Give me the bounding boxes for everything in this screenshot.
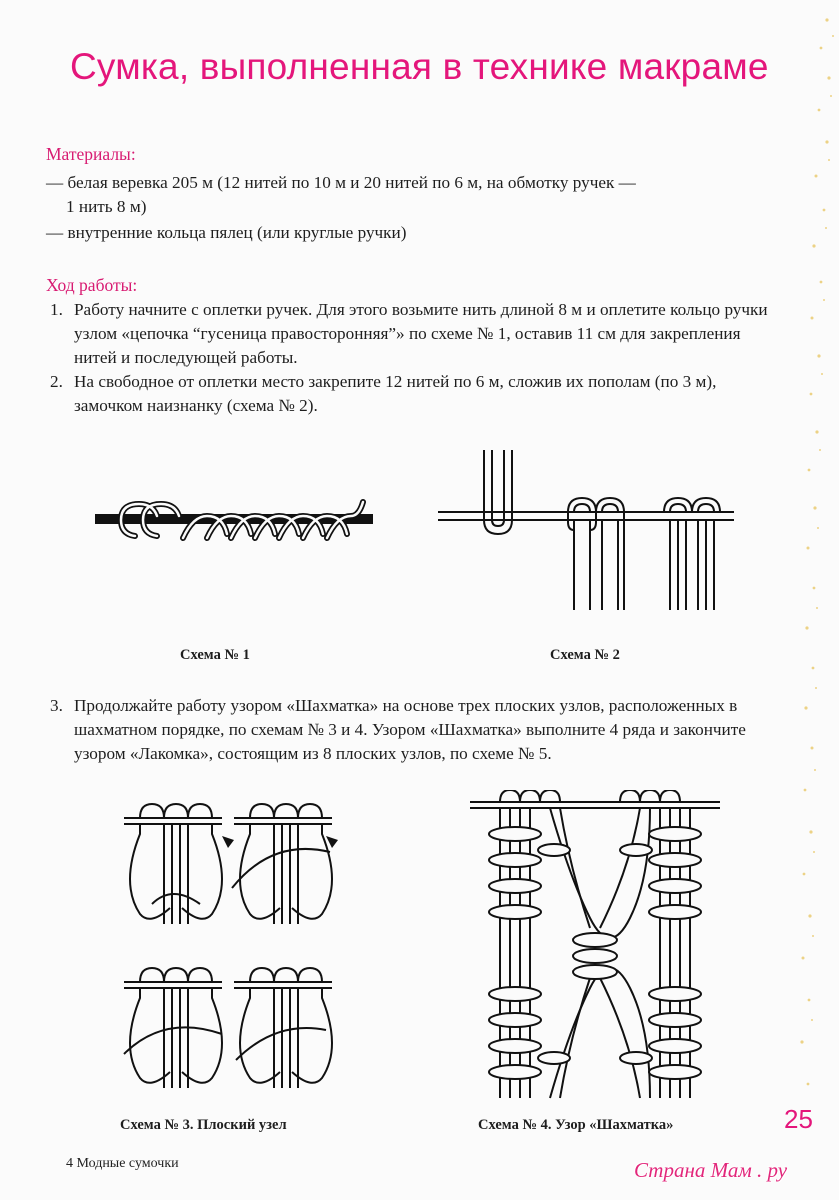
step-number: 2. [50,372,63,391]
page-number: 25 [784,1104,813,1134]
step-text: Продолжайте работу узором «Шахматка» на основе трех плоских узлов, расположенных в шахматном порядке, по схемам № 3 и 4. Узором «Шахматка» выполните 4 ряда и закончите узором «Лакомка», состоящим из 8 плоских узлов, по схеме № 5. [74,696,746,763]
step-text: Работу начните с оплетки ручек. Для этого возьмите нить длиной 8 м и оплетите кольцо ручки узлом «цепочка “гусеница правосторонняя”» по схеме № 1, оставив 11 см для закрепления нитей и последующей работы. [74,300,768,367]
work-heading: Ход работы: [46,275,138,295]
page-title: Сумка, выполненная в технике макраме [70,46,769,87]
scheme-1-caption: Схема № 1 [180,647,250,663]
scheme-2-diagram [438,450,738,620]
scheme-3-caption: Схема № 3. Плоский узел [120,1117,287,1133]
materials-line-3: — внутренние кольца пялец (или круглые ручки) [46,223,407,242]
step-text: На свободное от оплетки место закрепите 12 нитей по 6 м, сложив их пополам (по 3 м), замочком наизнанку (схема № 2). [74,372,717,415]
step-item [46,298,776,370]
scheme-3-diagram [112,796,342,1096]
watermark: Страна Мам . ру [634,1158,788,1182]
steps-list-3 [46,694,776,766]
steps-list-1-2 [46,298,776,418]
step-item [46,694,776,766]
scheme-2-caption: Схема № 2 [550,647,620,663]
materials-line-2: 1 нить 8 м) [66,197,147,216]
scheme-4-caption: Схема № 4. Узор «Шахматка» [478,1117,674,1133]
scheme-1-diagram [95,488,375,556]
dotted-border-decoration [769,0,839,1200]
step-number: 1. [50,300,63,319]
step-item [46,370,776,418]
materials-line-1: — белая веревка 205 м (12 нитей по 10 м и 20 нитей по 6 м, на обмотку ручек — [46,173,636,192]
scheme-4-diagram [470,790,722,1102]
footer-running-title: 4 Модные сумочки [66,1156,179,1171]
step-number: 3. [50,696,63,715]
materials-heading: Материалы: [46,144,136,164]
